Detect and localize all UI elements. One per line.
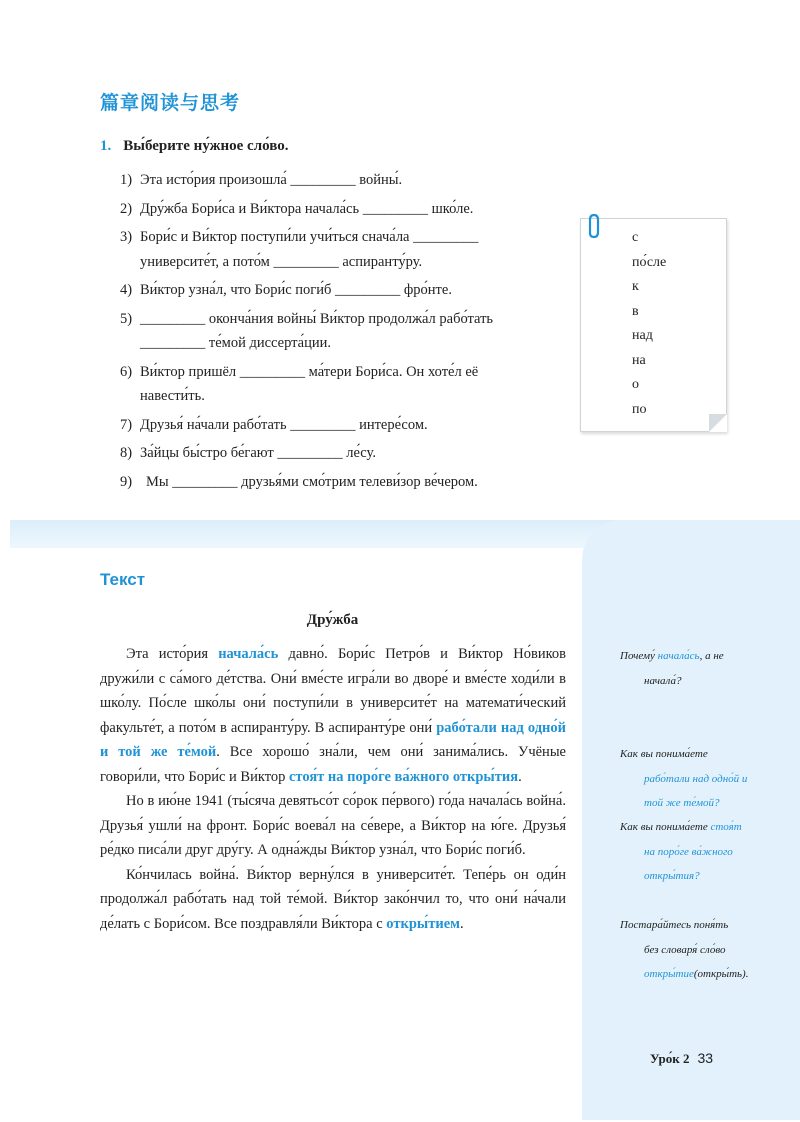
word-bank-item: по — [632, 401, 647, 417]
exercise-item — [120, 413, 510, 438]
exercise-item-text: Ви́ктор узна́л, что Бори́с поги́б _________ фро́нте. — [140, 282, 452, 298]
word-bank-item: к — [632, 279, 639, 294]
exercise-item-number: 7) — [120, 416, 133, 433]
exercise-item-text: Ви́ктор пришёл _________ ма́тери Бори́са. Он хоте́л её навести́ть. — [140, 363, 479, 404]
word-bank-item: в — [632, 303, 639, 319]
exercise-item-text: Мы _________ друзья́ми смо́трим телеви́зор ве́чером. — [146, 473, 478, 490]
exercise-item — [120, 360, 510, 409]
story-paragraph — [100, 642, 566, 789]
word-bank — [632, 226, 666, 422]
story-text — [100, 642, 566, 936]
task-number: 1. — [100, 138, 112, 154]
exercise-item-number: 9) — [120, 473, 133, 490]
exercise-item — [120, 307, 510, 356]
story-text-run: Но в ию́не 1941 (ты́сяча девятьсо́т со́рок пе́рвого) го́да начала́сь война́. Друзья́ ушли́ на фронт. Бори́с воева́л на се́вере, а Ви́ктор на ю́ге. Друзья́ ре́дко писа́ли друг дру́гу. А одна́жды Ви́ктор узна́л, что Бори́с поги́б. — [100, 793, 566, 858]
story-text-run: . — [518, 768, 522, 785]
task-heading — [100, 138, 289, 155]
exercise-item-number: 5) — [120, 310, 133, 327]
exercise-item-number: 3) — [120, 229, 133, 245]
task-title: Вы́берите ну́жное сло́во. — [123, 138, 289, 154]
exercise-item — [120, 278, 510, 303]
word-bank-item: на — [632, 352, 646, 368]
word-bank-item: о — [632, 377, 639, 392]
margin-note-2: Как вы понима́ете рабо́тали над одно́й и той же те́мой? — [620, 748, 748, 809]
margin-note-1: Почему́ начала́сь, а не начала́? — [620, 650, 724, 687]
story-text-run: Ко́нчилась война́. Ви́ктор верну́лся в университе́т. Тепе́рь он оди́н продолжа́л рабо́тать над той те́мой. Ви́ктор зако́нчил то, что они́ на́чали де́лать с Бори́сом. Все поздравля́ли Ви́ктора с — [100, 866, 566, 932]
text-heading: Текст — [100, 570, 146, 589]
story-text-run: . — [460, 915, 464, 932]
story-title: Дру́жба — [306, 612, 359, 628]
margin-note-3: Как вы понима́ете стоя́т на поро́ге ва́жного откры́тия? — [620, 821, 742, 882]
section-title: 篇章阅读与思考 — [100, 92, 241, 114]
page-number: 33 — [697, 1050, 714, 1066]
word-bank-item: по́сле — [632, 254, 667, 270]
lesson-label: Уро́к 2 — [650, 1051, 690, 1066]
paperclip-icon — [584, 212, 604, 242]
exercise-item — [120, 470, 510, 495]
margin-note-4: Постара́йтесь поня́ть без словаря́ сло́во откры́тие(откры́ть). — [620, 919, 749, 980]
exercise-item-text: Друзья́ на́чали рабо́тать _________ интере́сом. — [140, 416, 428, 433]
exercise-item-text: Эта исто́рия произошла́ _________ войны́. — [140, 172, 403, 188]
highlighted-phrase: стоя́т на поро́ге ва́жного откры́тия — [289, 768, 519, 785]
word-bank-item: над — [632, 328, 653, 343]
exercise-item-number: 4) — [120, 282, 133, 298]
exercise-item-text: Бори́с и Ви́ктор поступи́ли учи́ться снача́ла _________ университе́т, а пото́м _________ аспиранту́ру. — [140, 229, 479, 270]
exercise-item — [120, 225, 510, 274]
story-paragraph — [100, 789, 566, 863]
exercise-item — [120, 197, 510, 222]
word-bank-item: с — [632, 230, 639, 245]
highlighted-phrase: рабо́тали над одно́й и той же те́мой — [100, 719, 566, 760]
exercise-item-number: 1) — [120, 172, 133, 188]
exercise-item-text: За́йцы бы́стро бе́гают _________ ле́су. — [140, 445, 376, 461]
exercise-item-text: Дру́жба Бори́са и Ви́ктора начала́сь _________ шко́ле. — [140, 200, 474, 217]
exercise-item-text: _________ оконча́ния войны́ Ви́ктор продолжа́л рабо́тать _________ те́мой диссерта́ции. — [140, 310, 494, 351]
exercise-item — [120, 168, 510, 193]
story-text-run: Эта исто́рия — [126, 646, 219, 662]
exercise-item-number: 8) — [120, 445, 133, 461]
story-text-run: давно́. Бори́с Петро́в и Ви́ктор Но́виков дружи́ли с са́мого де́тства. Они́ вме́сте игра́ли во дворе́ и вме́сте ходи́ли в шко́лу. По́сле шко́лы они́ поступи́ли в университе́т на математи́ческий факульте́т, а пото́м в аспиранту́ру. В аспиранту́ре они́ — [100, 646, 566, 736]
exercise-item-number: 2) — [120, 200, 133, 217]
exercise-item-number: 6) — [120, 363, 133, 380]
story-paragraph — [100, 863, 566, 937]
highlighted-phrase: откры́тием — [386, 915, 461, 932]
story-text-run: . Все хорошо́ зна́ли, чем они́ занима́лись. Учёные говори́ли, что Бори́с и Ви́ктор — [100, 744, 566, 785]
page-footer — [650, 1050, 713, 1067]
highlighted-phrase: начала́сь — [218, 646, 279, 662]
exercise-list — [120, 168, 510, 498]
exercise-item — [120, 441, 510, 466]
